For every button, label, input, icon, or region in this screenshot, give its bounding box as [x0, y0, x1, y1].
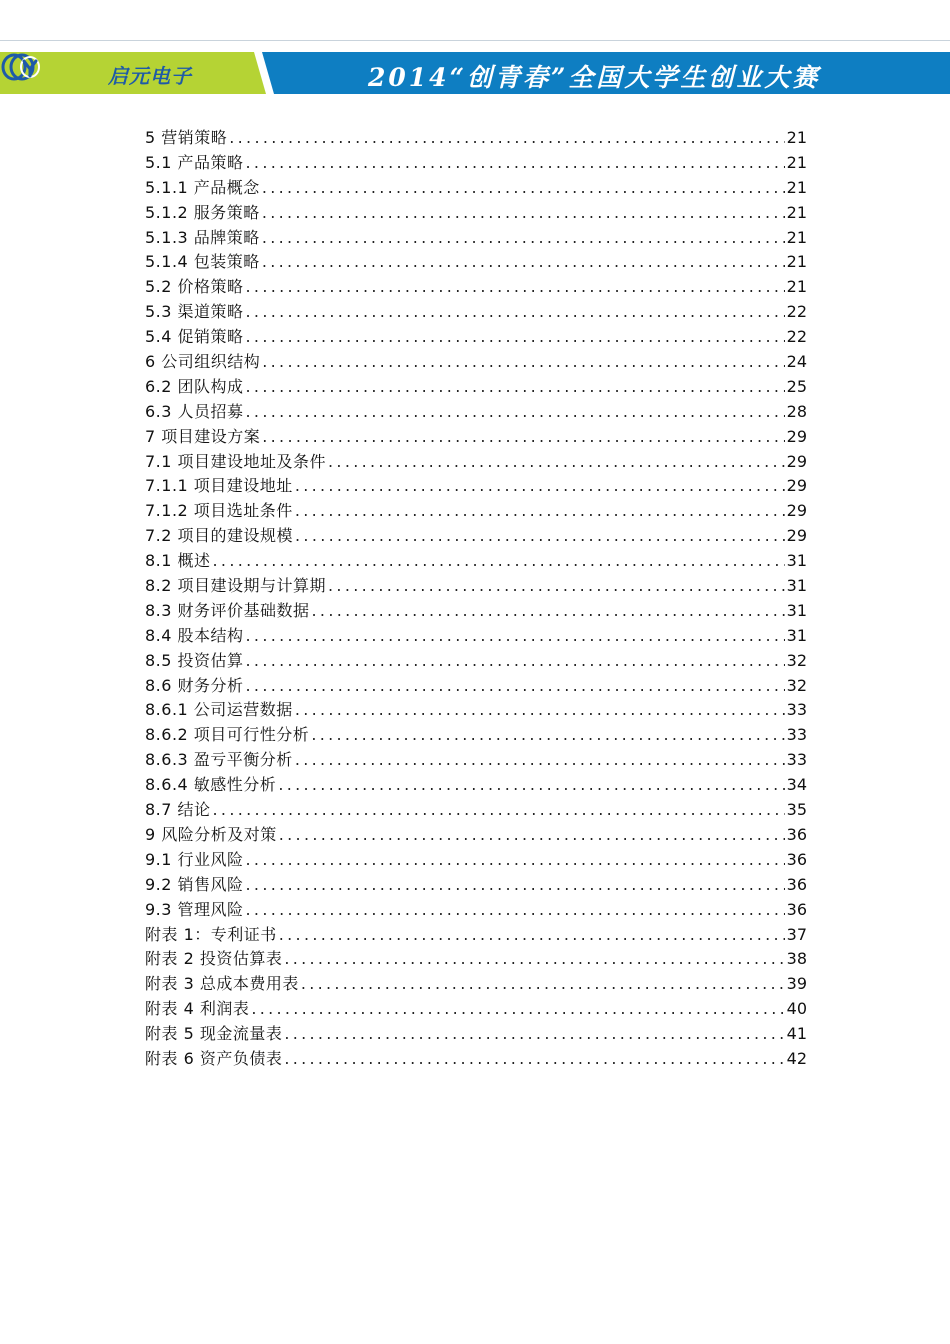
- toc-dot-leader: [262, 425, 784, 450]
- toc-entry[interactable]: [145, 848, 807, 873]
- toc-entry[interactable]: [145, 450, 807, 475]
- toc-page-number: 29: [786, 526, 807, 546]
- toc-entry-title: 8.6 财务分析: [145, 675, 244, 695]
- toc-page-number: 29: [786, 426, 807, 446]
- toc-page-number: 35: [786, 800, 807, 820]
- toc-dot-leader: [284, 1047, 784, 1072]
- toc-entry[interactable]: [145, 350, 807, 375]
- toc-entry-title: 附表 3 总成本费用表: [145, 974, 299, 994]
- toc-entry[interactable]: [145, 649, 807, 674]
- toc-page-number: 41: [786, 1024, 807, 1044]
- toc-entry-title: 5.4 促销策略: [145, 327, 244, 347]
- toc-entry-title: 8.5 投资估算: [145, 650, 244, 670]
- toc-entry[interactable]: [145, 898, 807, 923]
- toc-entry-title: 附表 6 资产负债表: [145, 1048, 283, 1068]
- toc-entry-title: 7.1.1 项目建设地址: [145, 476, 293, 496]
- company-logo-icon: [0, 52, 44, 82]
- toc-dot-leader: [295, 524, 785, 549]
- toc-dot-leader: [246, 674, 785, 699]
- toc-entry-title: 8.3 财务评价基础数据: [145, 600, 310, 620]
- toc-page-number: 36: [786, 899, 807, 919]
- toc-page-number: 33: [786, 750, 807, 770]
- toc-dot-leader: [295, 748, 785, 773]
- toc-entry-title: 5.1.3 品牌策略: [145, 227, 260, 247]
- toc-dot-leader: [311, 723, 784, 748]
- toc-dot-leader: [279, 923, 785, 948]
- toc-entry[interactable]: [145, 425, 807, 450]
- toc-dot-leader: [284, 947, 784, 972]
- toc-page-number: 21: [786, 177, 807, 197]
- toc-page-number: 33: [786, 725, 807, 745]
- toc-entry-title: 5.1 产品策略: [145, 152, 244, 172]
- toc-entry-title: 8.7 结论: [145, 800, 211, 820]
- toc-page-number: 29: [786, 476, 807, 496]
- toc-page-number: 21: [786, 227, 807, 247]
- toc-page-number: 31: [786, 576, 807, 596]
- toc-dot-leader: [262, 226, 785, 251]
- toc-dot-leader: [328, 450, 785, 475]
- toc-dot-leader: [251, 997, 784, 1022]
- toc-entry-title: 6.3 人员招募: [145, 401, 244, 421]
- toc-entry-title: 附表 1：专利证书: [145, 924, 277, 944]
- toc-dot-leader: [246, 848, 785, 873]
- toc-dot-leader: [246, 898, 785, 923]
- toc-dot-leader: [278, 773, 784, 798]
- toc-entry-title: 9.1 行业风险: [145, 849, 244, 869]
- toc-entry[interactable]: [145, 873, 807, 898]
- toc-entry[interactable]: [145, 499, 807, 524]
- toc-entry[interactable]: [145, 773, 807, 798]
- toc-page-number: 31: [786, 600, 807, 620]
- toc-entry-title: 7.2 项目的建设规模: [145, 526, 294, 546]
- header-banner: [0, 52, 950, 94]
- toc-dot-leader: [246, 873, 785, 898]
- toc-page-number: 28: [786, 401, 807, 421]
- toc-entry[interactable]: [145, 226, 807, 251]
- toc-page-number: 29: [786, 451, 807, 471]
- toc-entry[interactable]: [145, 748, 807, 773]
- toc-entry-title: 8.6.2 项目可行性分析: [145, 725, 310, 745]
- toc-dot-leader: [213, 549, 785, 574]
- toc-page-number: 32: [786, 650, 807, 670]
- toc-entry[interactable]: [145, 674, 807, 699]
- toc-entry[interactable]: [145, 923, 807, 948]
- toc-entry[interactable]: [145, 151, 807, 176]
- toc-page-number: 31: [786, 551, 807, 571]
- toc-dot-leader: [246, 375, 785, 400]
- toc-dot-leader: [262, 350, 784, 375]
- toc-dot-leader: [295, 474, 785, 499]
- toc-page-number: 29: [786, 501, 807, 521]
- toc-page-number: 36: [786, 849, 807, 869]
- toc-entry[interactable]: [145, 698, 807, 723]
- toc-page-number: 36: [786, 874, 807, 894]
- toc-entry[interactable]: [145, 275, 807, 300]
- toc-entry-title: 7.1 项目建设地址及条件: [145, 451, 327, 471]
- toc-entry[interactable]: [145, 723, 807, 748]
- company-logo-text: 启元电子: [108, 64, 192, 88]
- toc-entry[interactable]: [145, 574, 807, 599]
- toc-entry[interactable]: [145, 400, 807, 425]
- toc-page-number: 36: [786, 824, 807, 844]
- toc-entry[interactable]: [145, 997, 807, 1022]
- toc-entry-title: 8.2 项目建设期与计算期: [145, 576, 327, 596]
- toc-page-number: 39: [786, 974, 807, 994]
- toc-entry[interactable]: [145, 1022, 807, 1047]
- toc-entry[interactable]: [145, 549, 807, 574]
- toc-dot-leader: [262, 201, 785, 226]
- toc-entry-title: 6 公司组织结构: [145, 352, 261, 372]
- toc-entry-title: 附表 2 投资估算表: [145, 949, 283, 969]
- toc-page-number: 22: [786, 302, 807, 322]
- toc-entry-title: 7.1.2 项目选址条件: [145, 501, 293, 521]
- toc-dot-leader: [246, 325, 785, 350]
- toc-page-number: 21: [786, 277, 807, 297]
- toc-entry[interactable]: [145, 798, 807, 823]
- toc-dot-leader: [246, 151, 785, 176]
- toc-dot-leader: [312, 599, 785, 624]
- toc-entry[interactable]: [145, 201, 807, 226]
- toc-page-number: 42: [786, 1048, 807, 1068]
- toc-dot-leader: [262, 250, 785, 275]
- toc-dot-leader: [246, 400, 785, 425]
- toc-page-number: 21: [786, 252, 807, 272]
- toc-entry-title: 附表 4 利润表: [145, 999, 250, 1019]
- toc-entry-title: 5.1.4 包装策略: [145, 252, 260, 272]
- toc-entry-title: 9 风险分析及对策: [145, 824, 277, 844]
- toc-entry-title: 5.2 价格策略: [145, 277, 244, 297]
- toc-dot-leader: [279, 823, 785, 848]
- header-top-rule: [0, 40, 950, 41]
- toc-entry[interactable]: [145, 524, 807, 549]
- toc-entry[interactable]: [145, 300, 807, 325]
- toc-page-number: 21: [786, 202, 807, 222]
- toc-entry-title: 9.2 销售风险: [145, 874, 244, 894]
- toc-page-number: 21: [786, 152, 807, 172]
- toc-entry[interactable]: [145, 474, 807, 499]
- toc-dot-leader: [295, 698, 785, 723]
- toc-entry-title: 5.1.1 产品概念: [145, 177, 260, 197]
- toc-dot-leader: [246, 300, 785, 325]
- toc-entry[interactable]: [145, 947, 807, 972]
- toc-dot-leader: [262, 176, 785, 201]
- toc-entry[interactable]: [145, 1047, 807, 1072]
- toc-entry-title: 附表 5 现金流量表: [145, 1024, 283, 1044]
- toc-entry-title: 8.6.3 盈亏平衡分析: [145, 750, 293, 770]
- toc-entry[interactable]: [145, 325, 807, 350]
- toc-dot-leader: [246, 624, 785, 649]
- toc-dot-leader: [328, 574, 785, 599]
- toc-entry[interactable]: [145, 375, 807, 400]
- toc-entry-title: 8.6.4 敏感性分析: [145, 775, 277, 795]
- toc-dot-leader: [284, 1022, 784, 1047]
- toc-entry-title: 7 项目建设方案: [145, 426, 261, 446]
- toc-dot-leader: [295, 499, 785, 524]
- toc-entry-title: 8.4 股本结构: [145, 625, 244, 645]
- toc-entry[interactable]: [145, 599, 807, 624]
- toc-dot-leader: [213, 798, 785, 823]
- toc-entry-title: 9.3 管理风险: [145, 899, 244, 919]
- toc-page-number: 21: [786, 128, 807, 147]
- toc-entry-title: 5.1.2 服务策略: [145, 202, 260, 222]
- toc-entry-title: 8.6.1 公司运营数据: [145, 700, 293, 720]
- toc-entry-title: 5 营销策略: [145, 128, 228, 147]
- toc-entry[interactable]: [145, 126, 807, 151]
- toc-page-number: 31: [786, 625, 807, 645]
- toc-page-number: 34: [786, 775, 807, 795]
- toc-dot-leader: [246, 649, 785, 674]
- toc-dot-leader: [229, 126, 784, 151]
- toc-page-number: 40: [786, 999, 807, 1019]
- toc-page-number: 25: [786, 376, 807, 396]
- toc-entry[interactable]: [145, 823, 807, 848]
- toc-entry[interactable]: [145, 176, 807, 201]
- toc-page-number: 22: [786, 327, 807, 347]
- competition-title: 2014“创青春”全国大学生创业大赛: [368, 63, 821, 92]
- toc-entry[interactable]: [145, 624, 807, 649]
- toc-page-number: 37: [786, 924, 807, 944]
- toc-entry[interactable]: [145, 250, 807, 275]
- toc-entry[interactable]: [145, 972, 807, 997]
- toc-entry-title: 5.3 渠道策略: [145, 302, 244, 322]
- toc-entry-title: 6.2 团队构成: [145, 376, 244, 396]
- table-of-contents: [145, 126, 807, 1072]
- toc-page-number: 24: [786, 352, 807, 372]
- toc-page-number: 33: [786, 700, 807, 720]
- toc-dot-leader: [246, 275, 785, 300]
- toc-page-number: 38: [786, 949, 807, 969]
- toc-entry-title: 8.1 概述: [145, 551, 211, 571]
- toc-dot-leader: [301, 972, 785, 997]
- toc-page-number: 32: [786, 675, 807, 695]
